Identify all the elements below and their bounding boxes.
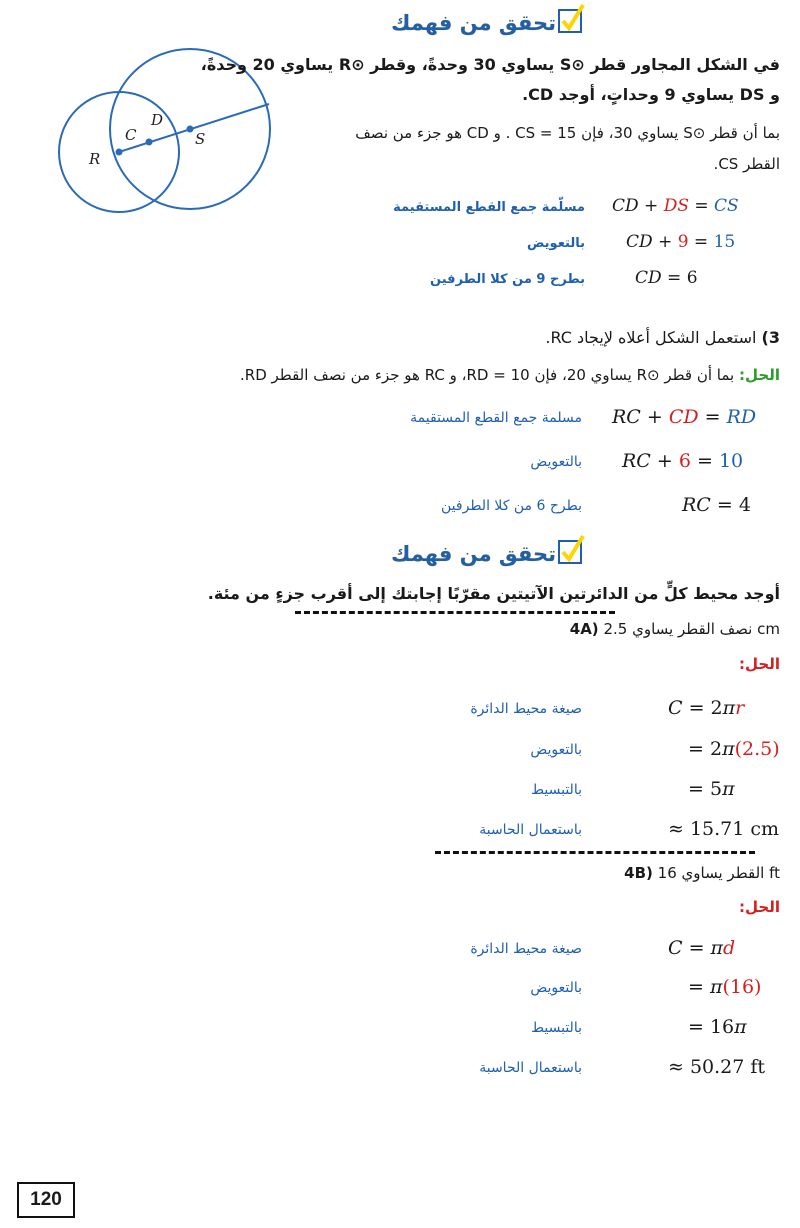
q4a-step1-reason: صيغة محيط الدائرة (470, 701, 582, 717)
q4a-result: ≈ 15.71 cm (668, 818, 780, 840)
checkmark-icon-2 (558, 540, 582, 564)
q3-prompt (545, 328, 780, 347)
q4a-step1-equation: C = 2πr (668, 697, 745, 719)
q3-step2-reason: بالتعويض (530, 454, 582, 470)
q4a-step2-equation: = 2π(2.5) (688, 738, 780, 760)
q4a-step4-reason: باستعمال الحاسبة (479, 822, 582, 838)
q3-step2-equation: RC + 6 = 10 (622, 450, 744, 472)
divider-2 (435, 851, 755, 854)
label-S: S (195, 130, 206, 148)
q4b-result: ≈ 50.27 ft (668, 1056, 766, 1078)
q4b-step3-equation: = 16π (688, 1016, 747, 1038)
check2-prompt: أوجد محيط كلٍّ من الدائرتين الآتيتين مقرّبًا إجابتك إلى أقرب جزءٍ من مئة. (207, 584, 780, 603)
q4a-prompt-text: نصف القطر يساوي 2.5 cm (603, 620, 780, 638)
q4b-solution-label: الحل: (739, 898, 780, 916)
q3-step3-reason: بطرح 6 من كلا الطرفين (441, 498, 582, 514)
q4b-step2-equation: = π(16) (688, 976, 762, 998)
q4b-prompt (624, 864, 780, 882)
section-title-2: تحقق من فهمك (391, 542, 556, 566)
example-explanation-line1: بما أن قطر ⊙S يساوي 30، فإن 15 = CS . و CD هو جزء من نصف (355, 124, 780, 142)
q4b-step1-equation: C = πd (668, 937, 736, 959)
example-step2-reason: بالتعويض (526, 236, 585, 251)
q3-prompt-text: استعمل الشكل أعلاه لإيجاد RC. (545, 328, 757, 347)
checkmark-icon (558, 9, 582, 33)
q3-step3-equation: RC = 4 (682, 494, 751, 516)
section-title: تحقق من فهمك (391, 11, 556, 35)
q4a-prompt (570, 620, 780, 638)
q4b-step3-reason: بالتبسيط (531, 1020, 582, 1036)
q4a-number: 4A) (569, 620, 599, 638)
q4b-prompt-text: القطر يساوي 16 ft (657, 864, 780, 882)
example-step1-equation: CD + DS = CS (612, 196, 739, 216)
label-R: R (89, 150, 101, 168)
q3-step1-reason: مسلمة جمع القطع المستقيمة (410, 410, 582, 426)
q3-number: 3) (761, 328, 780, 347)
q4a-step2-reason: بالتعويض (530, 742, 582, 758)
q4b-number: 4B) (624, 864, 653, 882)
example-explanation-line2: القطر CS. (713, 155, 780, 173)
divider (295, 611, 615, 614)
q4b-step4-reason: باستعمال الحاسبة (479, 1060, 582, 1076)
q3-step1-equation: RC + CD = RD (612, 406, 757, 428)
q4a-solution-label: الحل: (739, 655, 780, 673)
q4a-step3-equation: = 5π (688, 778, 735, 800)
example-step2-equation: CD + 9 = 15 (626, 232, 736, 252)
example-question-line2: و DS يساوي 9 وحداتٍ، أوجد CD. (522, 85, 780, 104)
q3-solution-label: الحل: (739, 366, 780, 384)
q4a-step3-reason: بالتبسيط (531, 782, 582, 798)
page-number: 120 (17, 1182, 75, 1218)
example-step1-reason: مسلّمة جمع القطع المستقيمة (393, 200, 585, 215)
q3-solution (240, 366, 780, 384)
example-step3-reason: بطرح 9 من كلا الطرفين (430, 272, 585, 287)
example-step3-equation: CD = 6 (635, 268, 698, 288)
label-C: C (125, 126, 137, 144)
label-D: D (151, 111, 164, 129)
q4b-step1-reason: صيغة محيط الدائرة (470, 941, 582, 957)
example-question-line1: في الشكل المجاور قطر ⊙S يساوي 30 وحدةً، وقطر ⊙R يساوي 20 وحدةً، (200, 55, 780, 74)
q3-solution-text: بما أن قطر ⊙R يساوي 20، فإن 10 = RD، و RC هو جزء من نصف القطر RD. (239, 366, 735, 384)
q4b-step2-reason: بالتعويض (530, 980, 582, 996)
